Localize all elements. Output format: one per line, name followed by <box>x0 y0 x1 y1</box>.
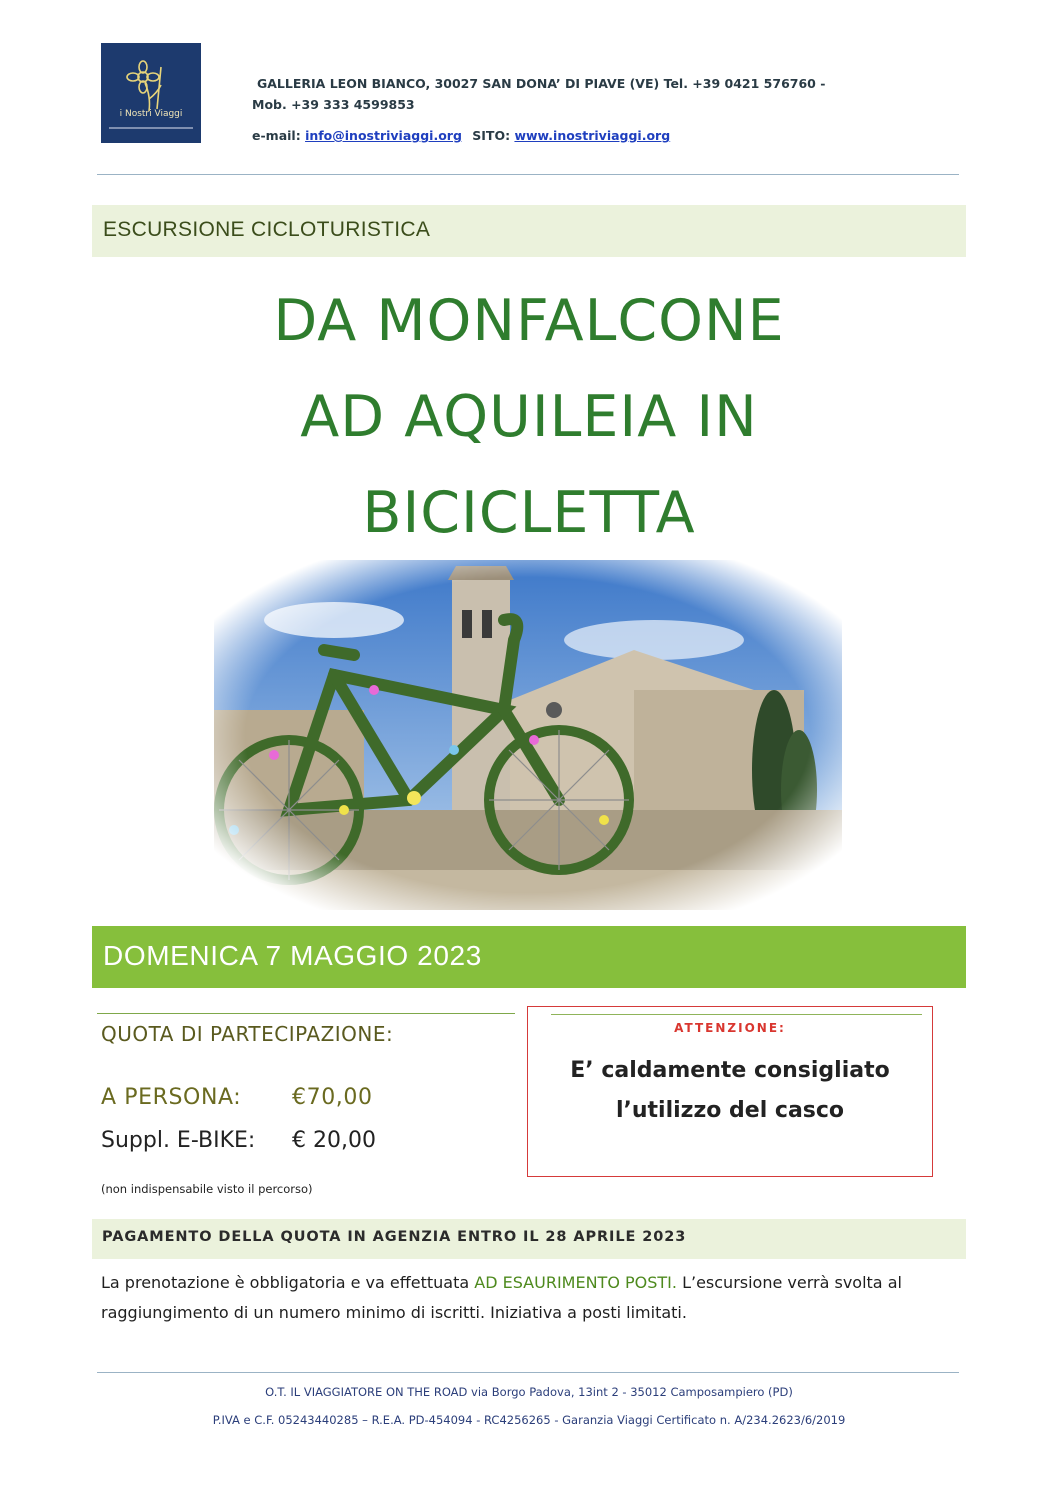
title-line-2: AD AQUILEIA IN <box>300 384 758 450</box>
agency-contacts <box>252 128 670 143</box>
booking-info <box>101 1268 961 1328</box>
footer-operator: O.T. IL VIAGGIATORE ON THE ROAD via Borgo Padova, 13int 2 - 35012 Camposampiero (PD) <box>265 1385 793 1399</box>
site-label: SITO: <box>472 128 511 143</box>
per-person-label: A PERSONA: <box>101 1085 242 1110</box>
site-link[interactable]: www.inostriviaggi.org <box>514 128 671 143</box>
logo-text: i Nostri Viaggi <box>119 109 183 119</box>
agency-logo <box>101 43 201 143</box>
date-bar <box>92 926 966 988</box>
footer-legal: P.IVA e C.F. 05243440285 – R.E.A. PD-454094 - RC4256265 - Garanzia Viaggi Certificato n. A/234.2623/6/2019 <box>212 1413 846 1427</box>
attention-title: ATTENZIONE: <box>674 1021 786 1035</box>
quota-divider <box>97 1013 515 1014</box>
header-divider <box>97 174 959 175</box>
booking-highlight: AD ESAURIMENTO POSTI. <box>474 1273 677 1292</box>
agency-mobile: Mob. +39 333 4599853 <box>252 97 415 112</box>
per-person-price: €70,00 <box>292 1085 373 1110</box>
subtitle-text: ESCURSIONE CICLOTURISTICA <box>103 218 431 241</box>
agency-address: GALLERIA LEON BIANCO, 30027 SAN DONA’ DI PIAVE (VE) Tel. +39 0421 576760 - <box>257 76 826 91</box>
attention-line-2: l’utilizzo del casco <box>615 1098 845 1123</box>
title-line-3: BICICLETTA <box>362 480 696 546</box>
logo-tagline <box>109 127 193 129</box>
subtitle-bar <box>92 205 966 257</box>
booking-text-1: La prenotazione è obbligatoria e va effettuata <box>101 1273 475 1292</box>
footer-divider <box>97 1372 959 1373</box>
payment-bar <box>92 1219 966 1259</box>
basilica-bicycle-photo <box>214 560 842 910</box>
attention-text <box>528 1051 932 1131</box>
title-line-1: DA MONFALCONE <box>273 288 785 354</box>
ebike-label: Suppl. E-BIKE: <box>101 1128 256 1153</box>
attention-line-1: E’ caldamente consigliato <box>570 1058 890 1083</box>
ebike-note: (non indispensabile visto il percorso) <box>101 1182 313 1196</box>
main-title <box>92 273 966 561</box>
quota-title: QUOTA DI PARTECIPAZIONE: <box>101 1022 394 1046</box>
email-label: e-mail: <box>252 128 301 143</box>
email-link[interactable]: info@inostriviaggi.org <box>305 128 462 143</box>
payment-text: PAGAMENTO DELLA QUOTA IN AGENZIA ENTRO IL 28 APRILE 2023 <box>102 1229 687 1245</box>
event-date: DOMENICA 7 MAGGIO 2023 <box>103 940 482 971</box>
attention-divider <box>551 1014 922 1015</box>
booking-text-2: L’escursione verrà svolta al raggiungimento di un numero minimo di iscritti. Iniziativa a posti limitati. <box>101 1273 902 1322</box>
attention-box <box>527 1006 933 1177</box>
ebike-price: € 20,00 <box>292 1128 376 1153</box>
